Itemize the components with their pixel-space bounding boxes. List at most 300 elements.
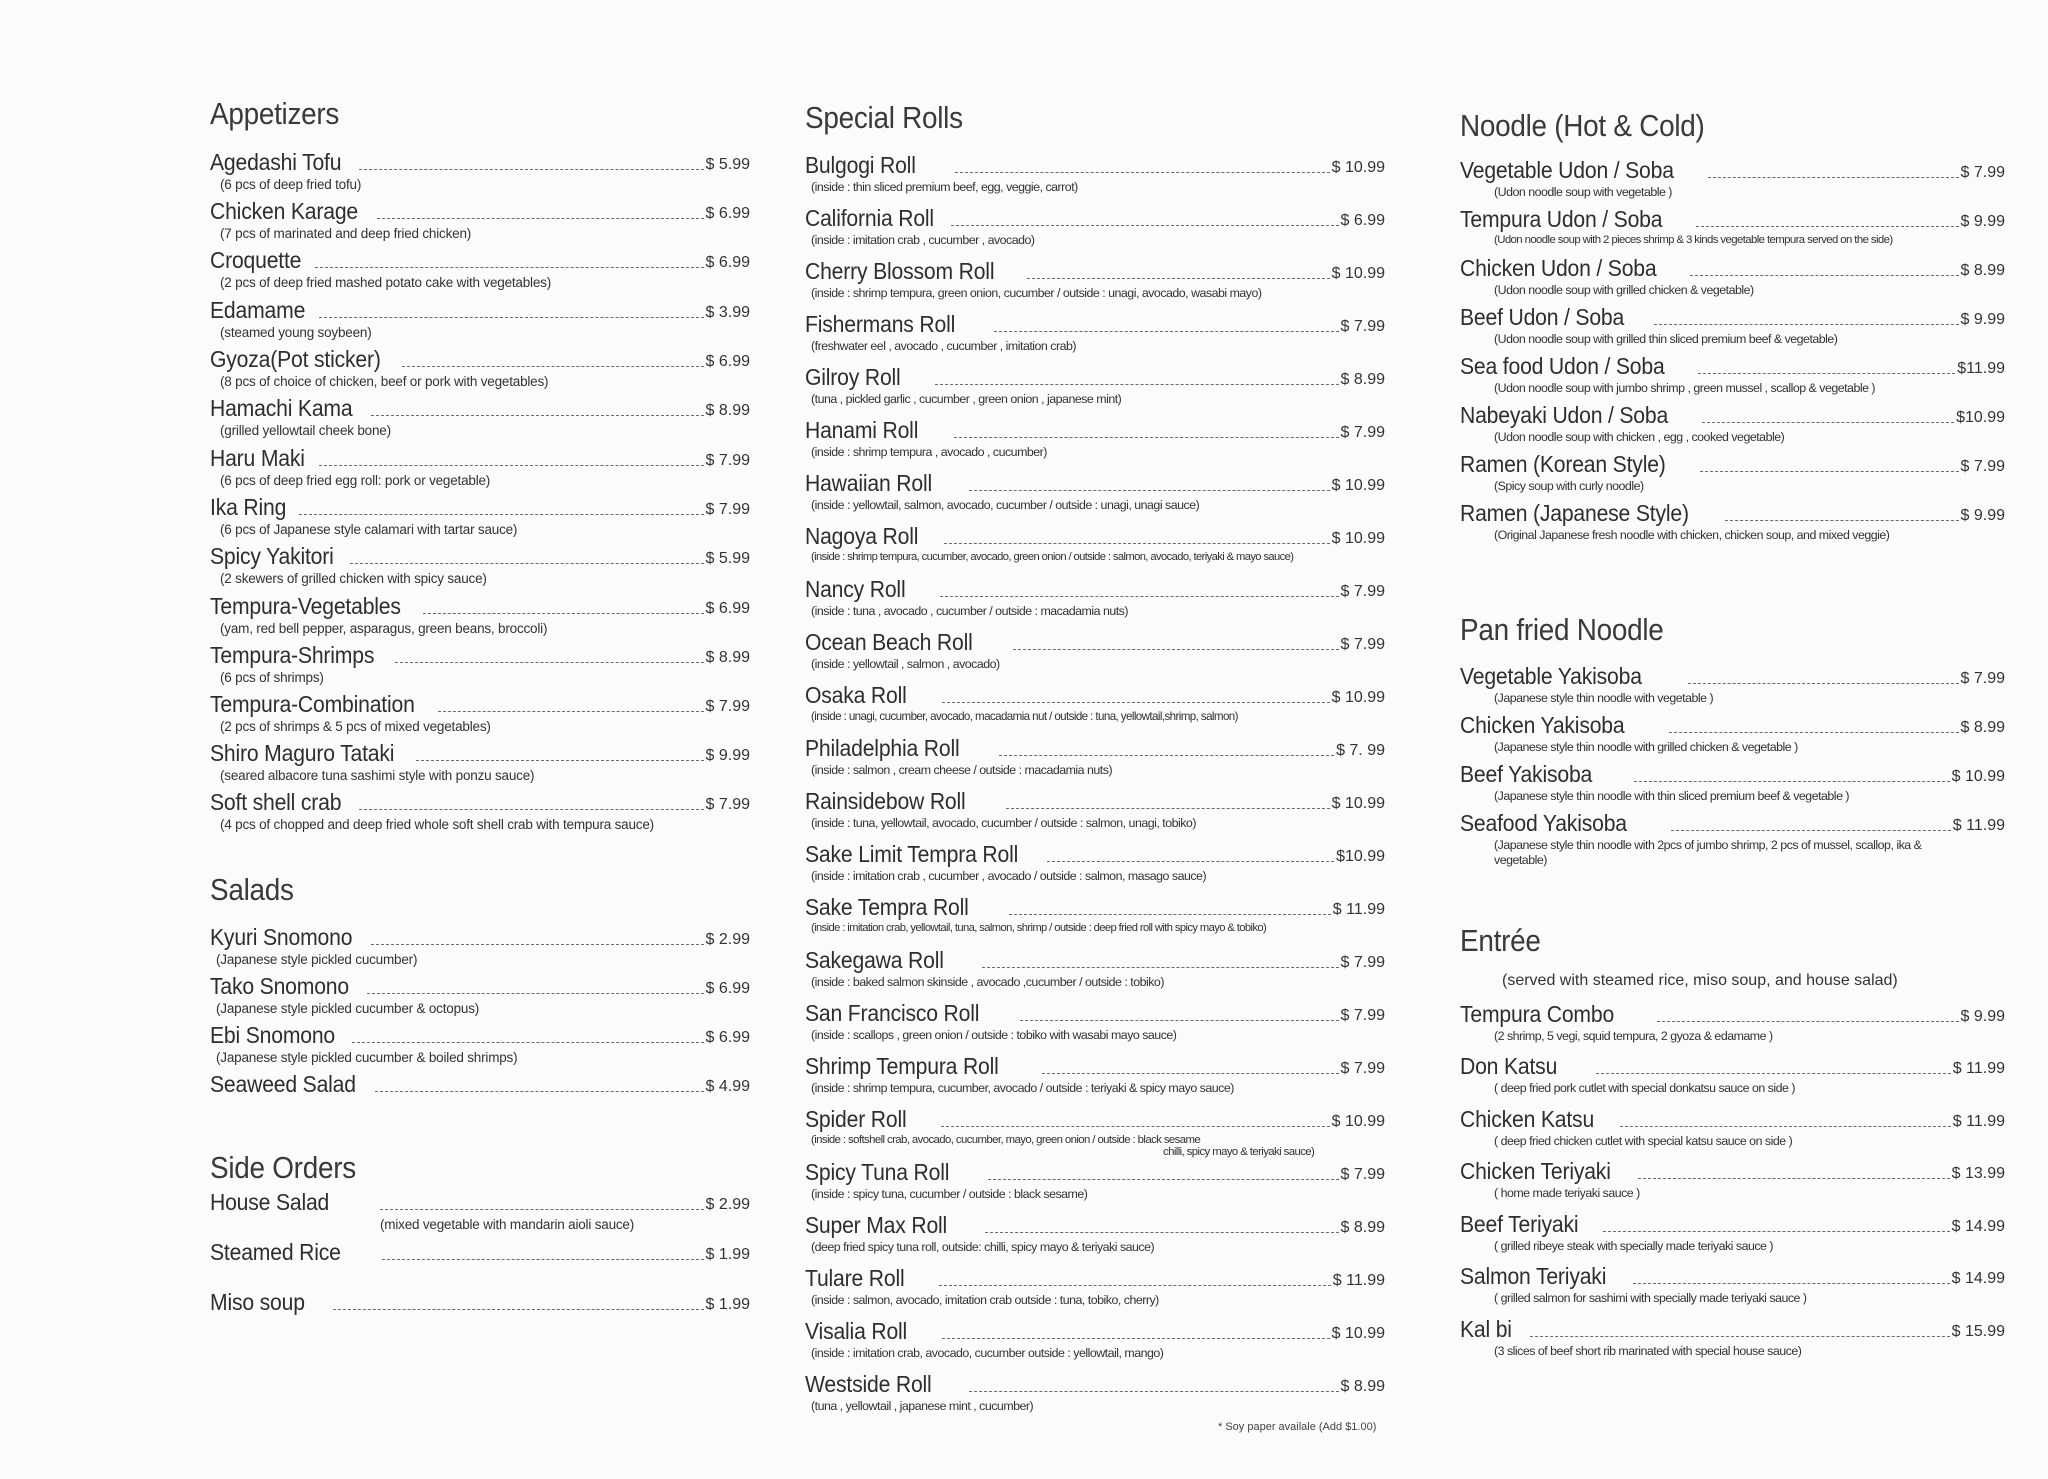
leader-dots xyxy=(438,711,703,712)
item-description: (grilled yellowtail cheek bone) xyxy=(220,423,391,438)
item-name: Sake Limit Tempra Roll xyxy=(805,841,1019,867)
leader-dots xyxy=(1654,324,1958,325)
item-price: $ 14.99 xyxy=(1951,1218,2005,1235)
item-description: ( grilled salmon for sashimi with specially made teriyaki sauce ) xyxy=(1494,1291,1807,1305)
item-price: $ 10.99 xyxy=(1331,530,1385,547)
leader-dots xyxy=(1006,808,1330,809)
item-description: (Udon noodle soup with 2 pieces shrimp & 3 kinds vegetable tempura served on the side) xyxy=(1494,234,1893,246)
menu-item-noodle xyxy=(1460,452,2005,493)
leader-dots xyxy=(359,169,704,170)
soy-paper-footnote: * Soy paper availale (Add $1.00) xyxy=(1218,1421,1377,1433)
leader-dots xyxy=(333,1309,703,1310)
item-name: Super Max Roll xyxy=(805,1212,948,1238)
menu-item-ika-ring xyxy=(210,495,750,537)
item-name: Shrimp Tempura Roll xyxy=(805,1053,999,1079)
item-name: Tempura-Combination xyxy=(210,691,415,717)
menu-item-roll xyxy=(805,206,1385,247)
menu-item-croquette xyxy=(210,248,750,290)
item-name: Westside Roll xyxy=(805,1371,932,1397)
menu-item-tempura-vegetables xyxy=(210,594,750,636)
menu-item-roll xyxy=(805,471,1385,512)
item-description: ( deep fried pork cutlet with special donkatsu sauce on side ) xyxy=(1494,1081,1795,1095)
section-title-special-rolls: Special Rolls xyxy=(805,100,963,135)
menu-item-steamed-rice xyxy=(210,1240,750,1266)
item-name: Kyuri Snomono xyxy=(210,924,353,950)
menu-item-roll xyxy=(805,312,1385,353)
menu-item-roll xyxy=(805,1372,1385,1413)
menu-item-roll xyxy=(805,365,1385,406)
item-description: (4 pcs of chopped and deep fried whole soft shell crab with tempura sauce) xyxy=(220,817,654,832)
item-description: (yam, red bell pepper, asparagus, green beans, broccoli) xyxy=(220,621,548,636)
item-price: $ 7.99 xyxy=(1960,164,2005,181)
menu-item-seaweed-salad xyxy=(210,1072,750,1098)
item-price: $ 4.99 xyxy=(705,1078,750,1095)
item-description: (inside : imitation crab , cucumber , avocado) xyxy=(811,233,1035,247)
leader-dots xyxy=(935,384,1339,385)
item-name: Hawaiian Roll xyxy=(805,470,932,496)
item-name: Chicken Yakisoba xyxy=(1460,712,1625,738)
menu-item-entree xyxy=(1460,1264,2005,1305)
menu-item-yakisoba xyxy=(1460,811,2005,868)
item-description: (deep fried spicy tuna roll, outside: chilli, spicy mayo & teriyaki sauce) xyxy=(811,1240,1155,1254)
leader-dots xyxy=(423,613,703,614)
item-name: Nagoya Roll xyxy=(805,523,919,549)
item-name: Rainsidebow Roll xyxy=(805,788,966,814)
leader-dots xyxy=(1702,422,1954,423)
item-price: $10.99 xyxy=(1336,848,1385,865)
leader-dots xyxy=(982,967,1339,968)
item-name: Ebi Snomono xyxy=(210,1022,336,1048)
item-price: $ 11.99 xyxy=(1952,1113,2005,1130)
leader-dots xyxy=(299,514,704,515)
item-name: Hamachi Kama xyxy=(210,395,353,421)
item-name: Fishermans Roll xyxy=(805,311,956,337)
item-price: $ 7.99 xyxy=(705,698,750,715)
menu-item-roll xyxy=(805,524,1385,563)
item-price: $ 8.99 xyxy=(1960,262,2005,279)
item-description: (tuna , yellowtail , japanese mint , cucumber) xyxy=(811,1399,1034,1413)
item-name: Vegetable Yakisoba xyxy=(1460,663,1642,689)
item-description: (inside : softshell crab, avocado, cucumber, mayo, green onion / outside : black sesame xyxy=(811,1134,1201,1146)
item-name: Salmon Teriyaki xyxy=(1460,1263,1607,1289)
item-name: Hanami Roll xyxy=(805,417,919,443)
menu-item-noodle xyxy=(1460,207,2005,246)
leader-dots xyxy=(350,563,703,564)
item-name: House Salad xyxy=(210,1189,330,1215)
leader-dots xyxy=(380,1209,704,1210)
item-name: Croquette xyxy=(210,247,302,273)
item-price: $ 9.99 xyxy=(1960,213,2005,230)
item-description: (Japanese style pickled cucumber & boiled shrimps) xyxy=(216,1050,518,1065)
item-description: (Japanese style thin noodle with grilled chicken & vegetable ) xyxy=(1494,740,1798,754)
item-price: $ 7.99 xyxy=(1960,458,2005,475)
item-price: $ 10.99 xyxy=(1331,795,1385,812)
leader-dots xyxy=(395,662,704,663)
item-price: $ 11.99 xyxy=(1332,901,1385,918)
menu-item-roll xyxy=(805,259,1385,300)
item-description: (inside : tuna, yellowtail, avocado, cucumber / outside : salmon, unagi, tobiko) xyxy=(811,816,1196,830)
item-name: Spider Roll xyxy=(805,1106,907,1132)
menu-item-roll xyxy=(805,1213,1385,1254)
item-price: $ 6.99 xyxy=(705,205,750,222)
item-description: (2 skewers of grilled chicken with spicy sauce) xyxy=(220,571,487,586)
item-description: (inside : salmon , cream cheese / outside : macadamia nuts) xyxy=(811,763,1113,777)
menu-item-roll xyxy=(805,418,1385,459)
leader-dots xyxy=(985,1232,1338,1233)
item-description: (inside : shrimp tempura , avocado , cucumber) xyxy=(811,445,1047,459)
item-name: Seafood Yakisoba xyxy=(1460,810,1627,836)
leader-dots xyxy=(375,1091,704,1092)
item-description: (freshwater eel , avocado , cucumber , imitation crab) xyxy=(811,339,1076,353)
section-title-salads: Salads xyxy=(210,872,294,907)
item-name: Nabeyaki Udon / Soba xyxy=(1460,402,1669,428)
leader-dots xyxy=(1700,471,1959,472)
item-description: ( deep fried chicken cutlet with special katsu sauce on side ) xyxy=(1494,1134,1793,1148)
menu-item-roll xyxy=(805,1160,1385,1201)
item-price: $ 8.99 xyxy=(1960,719,2005,736)
menu-item-roll xyxy=(805,1266,1385,1307)
leader-dots xyxy=(1708,177,1958,178)
item-price: $ 2.99 xyxy=(705,931,750,948)
item-description: (6 pcs of deep fried tofu) xyxy=(220,177,362,192)
item-name: Ramen (Korean Style) xyxy=(1460,451,1666,477)
item-price: $ 6.99 xyxy=(705,254,750,271)
item-price: $ 7.99 xyxy=(1340,318,1385,335)
menu-item-entree xyxy=(1460,1054,2005,1095)
menu-item-yakisoba xyxy=(1460,762,2005,803)
item-price: $ 1.99 xyxy=(705,1246,750,1263)
item-name: Beef Udon / Soba xyxy=(1460,304,1625,330)
item-name: Philadelphia Roll xyxy=(805,735,960,761)
menu-item-chicken-karage xyxy=(210,199,750,241)
item-name: Osaka Roll xyxy=(805,682,907,708)
menu-item-roll xyxy=(805,1054,1385,1095)
item-price: $ 6.99 xyxy=(705,353,750,370)
item-name: Tempura Combo xyxy=(1460,1001,1615,1027)
menu-item-entree xyxy=(1460,1002,2005,1043)
item-price: $10.99 xyxy=(1956,409,2005,426)
menu-item-spicy-yakitori xyxy=(210,544,750,586)
menu-item-noodle xyxy=(1460,354,2005,395)
leader-dots xyxy=(955,172,1329,173)
item-name: Sake Tempra Roll xyxy=(805,894,969,920)
leader-dots xyxy=(969,490,1330,491)
item-name: Seaweed Salad xyxy=(210,1071,356,1097)
item-name: Tempura-Shrimps xyxy=(210,642,375,668)
item-description: (inside : imitation crab, avocado, cucumber outside : yellowtail, mango) xyxy=(811,1346,1164,1360)
leader-dots xyxy=(1530,1336,1949,1337)
leader-dots xyxy=(939,1285,1331,1286)
leader-dots xyxy=(1698,373,1955,374)
menu-item-tako-snomono xyxy=(210,974,750,1016)
item-price: $ 10.99 xyxy=(1331,265,1385,282)
item-description: (inside : tuna , avocado , cucumber / outside : macadamia nuts) xyxy=(811,604,1128,618)
leader-dots xyxy=(377,218,704,219)
item-price: $ 9.99 xyxy=(1960,311,2005,328)
item-name: California Roll xyxy=(805,205,934,231)
menu-item-ebi-snomono xyxy=(210,1023,750,1065)
item-description: (7 pcs of marinated and deep fried chicken) xyxy=(220,226,472,241)
menu-item-roll xyxy=(805,789,1385,830)
item-description: (2 pcs of deep fried mashed potato cake with vegetables) xyxy=(220,275,552,290)
item-name: Ika Ring xyxy=(210,494,287,520)
item-description: (inside : salmon, avocado, imitation crab outside : tuna, tobiko, cherry) xyxy=(811,1293,1159,1307)
item-price: $ 6.99 xyxy=(1340,212,1385,229)
item-name: Tempura-Vegetables xyxy=(210,593,401,619)
menu-item-roll xyxy=(805,1001,1385,1042)
item-description: (Japanese style thin noodle with 2pcs of jumbo shrimp, 2 pcs of mussel, scallop, ika & vegetable) xyxy=(1494,838,1922,867)
section-title-entree: Entrée xyxy=(1460,923,1541,958)
item-description: (Japanese style pickled cucumber) xyxy=(216,952,418,967)
leader-dots xyxy=(1725,520,1959,521)
menu-item-roll xyxy=(805,1107,1385,1158)
leader-dots xyxy=(315,267,703,268)
item-description: (inside : yellowtail, salmon, avocado, cucumber / outside : unagi, unagi sauce) xyxy=(811,498,1200,512)
item-description: (Udon noodle soup with grilled chicken & vegetable) xyxy=(1494,283,1754,297)
item-description: (inside : scallops , green onion / outside : tobiko with wasabi mayo sauce) xyxy=(811,1028,1177,1042)
menu-item-entree xyxy=(1460,1107,2005,1148)
menu-item-tempura-combination xyxy=(210,692,750,734)
item-price: $ 10.99 xyxy=(1331,477,1385,494)
menu-item-roll xyxy=(805,895,1385,934)
item-price: $ 7.99 xyxy=(1340,1166,1385,1183)
item-description: (6 pcs of shrimps) xyxy=(220,670,324,685)
item-price: $ 9.99 xyxy=(705,747,750,764)
item-price: $ 10.99 xyxy=(1951,768,2005,785)
leader-dots xyxy=(1633,1283,1950,1284)
item-description: (tuna , pickled garlic , cucumber , green onion , japanese mint) xyxy=(811,392,1122,406)
menu-item-kyuri-snomono xyxy=(210,925,750,967)
item-name: Edamame xyxy=(210,297,306,323)
leader-dots xyxy=(1009,914,1331,915)
menu-item-gyoza xyxy=(210,347,750,389)
menu-item-noodle xyxy=(1460,501,2005,542)
item-name: Tako Snomono xyxy=(210,973,349,999)
section-title-side-orders: Side Orders xyxy=(210,1150,356,1185)
menu-item-roll xyxy=(805,1319,1385,1360)
item-price: $ 7.99 xyxy=(1340,1060,1385,1077)
item-price: $ 7.99 xyxy=(1340,954,1385,971)
item-description: (inside : baked salmon skinside , avocado ,cucumber / outside : tobiko) xyxy=(811,975,1164,989)
item-price: $ 9.99 xyxy=(1960,1008,2005,1025)
item-description: (inside : thin sliced premium beef, egg, veggie, carrot) xyxy=(811,180,1078,194)
item-description: (2 shrimp, 5 vegi, squid tempura, 2 gyoza & edamame ) xyxy=(1494,1029,1773,1043)
item-name: Visalia Roll xyxy=(805,1318,908,1344)
item-name: Tempura Udon / Soba xyxy=(1460,206,1663,232)
item-price: $ 2.99 xyxy=(705,1196,750,1213)
item-description: (Original Japanese fresh noodle with chicken, chicken soup, and mixed veggie) xyxy=(1494,528,1890,542)
item-name: Shiro Maguro Tataki xyxy=(210,740,395,766)
item-description: (3 slices of beef short rib marinated with special house sauce) xyxy=(1494,1344,1802,1358)
menu-item-roll xyxy=(805,630,1385,671)
item-name: Chicken Teriyaki xyxy=(1460,1158,1611,1184)
item-name: Nancy Roll xyxy=(805,576,906,602)
menu-item-yakisoba xyxy=(1460,664,2005,705)
section-title-appetizers: Appetizers xyxy=(210,96,340,131)
item-price: $ 7.99 xyxy=(1960,670,2005,687)
item-name: Chicken Udon / Soba xyxy=(1460,255,1657,281)
item-price: $ 13.99 xyxy=(1951,1165,2005,1182)
item-name: Chicken Katsu xyxy=(1460,1106,1595,1132)
leader-dots xyxy=(988,1179,1339,1180)
item-price: $ 8.99 xyxy=(705,402,750,419)
leader-dots xyxy=(319,465,704,466)
leader-dots xyxy=(1603,1231,1950,1232)
item-description: (Japanese style thin noodle with thin sliced premium beef & vegetable ) xyxy=(1494,789,1850,803)
item-description: (Japanese style thin noodle with vegetable ) xyxy=(1494,691,1714,705)
item-name: Sakegawa Roll xyxy=(805,947,944,973)
item-price: $ 11.99 xyxy=(1332,1272,1385,1289)
item-description: (seared albacore tuna sashimi style with ponzu sauce) xyxy=(220,768,535,783)
item-description: ( home made teriyaki sauce ) xyxy=(1494,1186,1640,1200)
leader-dots xyxy=(319,317,703,318)
leader-dots xyxy=(1657,1021,1958,1022)
leader-dots xyxy=(1020,1020,1338,1021)
menu-item-roll xyxy=(805,577,1385,618)
item-description: ( grilled ribeye steak with specially made teriyaki sauce ) xyxy=(1494,1239,1774,1253)
item-description: (Spicy soup with curly noodle) xyxy=(1494,479,1644,493)
item-name: San Francisco Roll xyxy=(805,1000,980,1026)
item-price: $ 3.99 xyxy=(705,304,750,321)
menu-item-shiro-maguro-tataki xyxy=(210,741,750,783)
menu-item-agedashi-tofu xyxy=(210,150,750,192)
menu-item-haru-maki xyxy=(210,446,750,488)
menu-item-edamame xyxy=(210,298,750,340)
item-price: $ 8.99 xyxy=(1340,1219,1385,1236)
item-name: Chicken Karage xyxy=(210,198,358,224)
item-name: Ocean Beach Roll xyxy=(805,629,973,655)
leader-dots xyxy=(1696,226,1959,227)
leader-dots xyxy=(1634,781,1950,782)
menu-item-house-salad xyxy=(210,1190,750,1232)
section-title-noodle: Noodle (Hot & Cold) xyxy=(1460,108,1705,143)
leader-dots xyxy=(942,702,1330,703)
leader-dots xyxy=(1620,1126,1951,1127)
leader-dots xyxy=(1596,1073,1951,1074)
item-description: (Japanese style pickled cucumber & octopus) xyxy=(216,1001,480,1016)
item-price: $ 10.99 xyxy=(1331,159,1385,176)
item-price: $ 9.99 xyxy=(1960,507,2005,524)
item-description: (Udon noodle soup with grilled thin sliced premium beef & vegetable) xyxy=(1494,332,1838,346)
item-description: (inside : shrimp tempura, cucumber, avocado, green onion / outside : salmon, avocado, teriyaki & mayo sauce) xyxy=(811,551,1294,563)
item-description-continued: chilli, spicy mayo & teriyaki sauce) xyxy=(1163,1146,1315,1158)
leader-dots xyxy=(1047,861,1334,862)
leader-dots xyxy=(941,1126,1329,1127)
leader-dots xyxy=(1669,732,1959,733)
leader-dots xyxy=(944,543,1330,544)
section-title-pan-fried-noodle: Pan fried Noodle xyxy=(1460,612,1664,647)
menu-item-miso-soup xyxy=(210,1290,750,1316)
item-name: Beef Teriyaki xyxy=(1460,1211,1579,1237)
item-price: $ 14.99 xyxy=(1951,1270,2005,1287)
item-price: $ 10.99 xyxy=(1331,1113,1385,1130)
item-price: $ 8.99 xyxy=(1340,1378,1385,1395)
item-price: $ 6.99 xyxy=(705,980,750,997)
leader-dots xyxy=(940,596,1338,597)
menu-item-roll xyxy=(805,736,1385,777)
item-price: $ 6.99 xyxy=(705,600,750,617)
menu-item-tempura-shrimps xyxy=(210,643,750,685)
leader-dots xyxy=(1671,830,1950,831)
item-price: $ 7.99 xyxy=(1340,636,1385,653)
leader-dots xyxy=(359,809,704,810)
menu-item-noodle xyxy=(1460,256,2005,297)
item-price: $ 7.99 xyxy=(705,796,750,813)
item-description: (inside : shrimp tempura, cucumber, avocado / outside : teriyaki & spicy mayo sauce) xyxy=(811,1081,1234,1095)
item-name: Spicy Tuna Roll xyxy=(805,1159,950,1185)
item-name: Vegetable Udon / Soba xyxy=(1460,157,1674,183)
item-name: Bulgogi Roll xyxy=(805,152,916,178)
item-description: (Udon noodle soup with jumbo shrimp , green mussel , scallop & vegetable ) xyxy=(1494,381,1876,395)
item-description: (inside : shrimp tempura, green onion, cucumber / outside : unagi, avocado, wasabi mayo) xyxy=(811,286,1262,300)
item-price: $ 10.99 xyxy=(1331,689,1385,706)
item-price: $ 7.99 xyxy=(1340,424,1385,441)
item-description: (inside : imitation crab, yellowtail, tuna, salmon, shrimp / outside : deep fried roll with spicy mayo & tobiko) xyxy=(811,922,1267,934)
menu-item-entree xyxy=(1460,1159,2005,1200)
item-name: Kal bi xyxy=(1460,1316,1512,1342)
item-name: Tulare Roll xyxy=(805,1265,905,1291)
entree-served-with-note: (served with steamed rice, miso soup, and house salad) xyxy=(1502,972,1898,989)
leader-dots xyxy=(371,415,704,416)
leader-dots xyxy=(994,331,1338,332)
leader-dots xyxy=(951,225,1338,226)
item-name: Steamed Rice xyxy=(210,1239,341,1265)
item-price: $ 7.99 xyxy=(1340,1007,1385,1024)
item-name: Gyoza(Pot sticker) xyxy=(210,346,381,372)
menu-item-hamachi-kama xyxy=(210,396,750,438)
menu-item-roll xyxy=(805,948,1385,989)
item-price: $ 15.99 xyxy=(1951,1323,2005,1340)
item-description: (inside : yellowtail , salmon , avocado) xyxy=(811,657,1000,671)
leader-dots xyxy=(1690,275,1959,276)
menu-item-soft-shell-crab xyxy=(210,790,750,832)
item-name: Soft shell crab xyxy=(210,789,342,815)
item-description: (inside : imitation crab , cucumber , avocado / outside : salmon, masago sauce) xyxy=(811,869,1207,883)
leader-dots xyxy=(1688,683,1959,684)
menu-item-roll xyxy=(805,842,1385,883)
item-price: $11.99 xyxy=(1957,360,2005,377)
leader-dots xyxy=(402,366,704,367)
leader-dots xyxy=(1042,1073,1339,1074)
item-description: (8 pcs of choice of chicken, beef or pork with vegetables) xyxy=(220,374,549,389)
item-name: Spicy Yakitori xyxy=(210,543,334,569)
menu-item-noodle xyxy=(1460,403,2005,444)
item-price: $ 7.99 xyxy=(1340,583,1385,600)
item-description: (Udon noodle soup with vegetable ) xyxy=(1494,185,1672,199)
item-description: (6 pcs of Japanese style calamari with tartar sauce) xyxy=(220,522,518,537)
item-price: $ 7.99 xyxy=(705,501,750,518)
item-price: $ 7.99 xyxy=(705,452,750,469)
menu-item-noodle xyxy=(1460,158,2005,199)
item-name: Beef Yakisoba xyxy=(1460,761,1593,787)
menu-item-yakisoba xyxy=(1460,713,2005,754)
item-name: Cherry Blossom Roll xyxy=(805,258,995,284)
menu-item-noodle xyxy=(1460,305,2005,346)
item-price: $ 5.99 xyxy=(705,550,750,567)
item-price: $ 1.99 xyxy=(705,1296,750,1313)
menu-item-entree xyxy=(1460,1317,2005,1358)
item-price: $ 11.99 xyxy=(1952,817,2005,834)
menu-item-entree xyxy=(1460,1212,2005,1253)
item-description: (inside : spicy tuna, cucumber / outside : black sesame) xyxy=(811,1187,1088,1201)
item-name: Gilroy Roll xyxy=(805,364,901,390)
leader-dots xyxy=(416,760,703,761)
item-description: (2 pcs of shrimps & 5 pcs of mixed vegetables) xyxy=(220,719,491,734)
item-price: $ 8.99 xyxy=(705,649,750,666)
item-price: $ 11.99 xyxy=(1952,1060,2005,1077)
item-name: Agedashi Tofu xyxy=(210,149,342,175)
leader-dots xyxy=(942,1338,1330,1339)
